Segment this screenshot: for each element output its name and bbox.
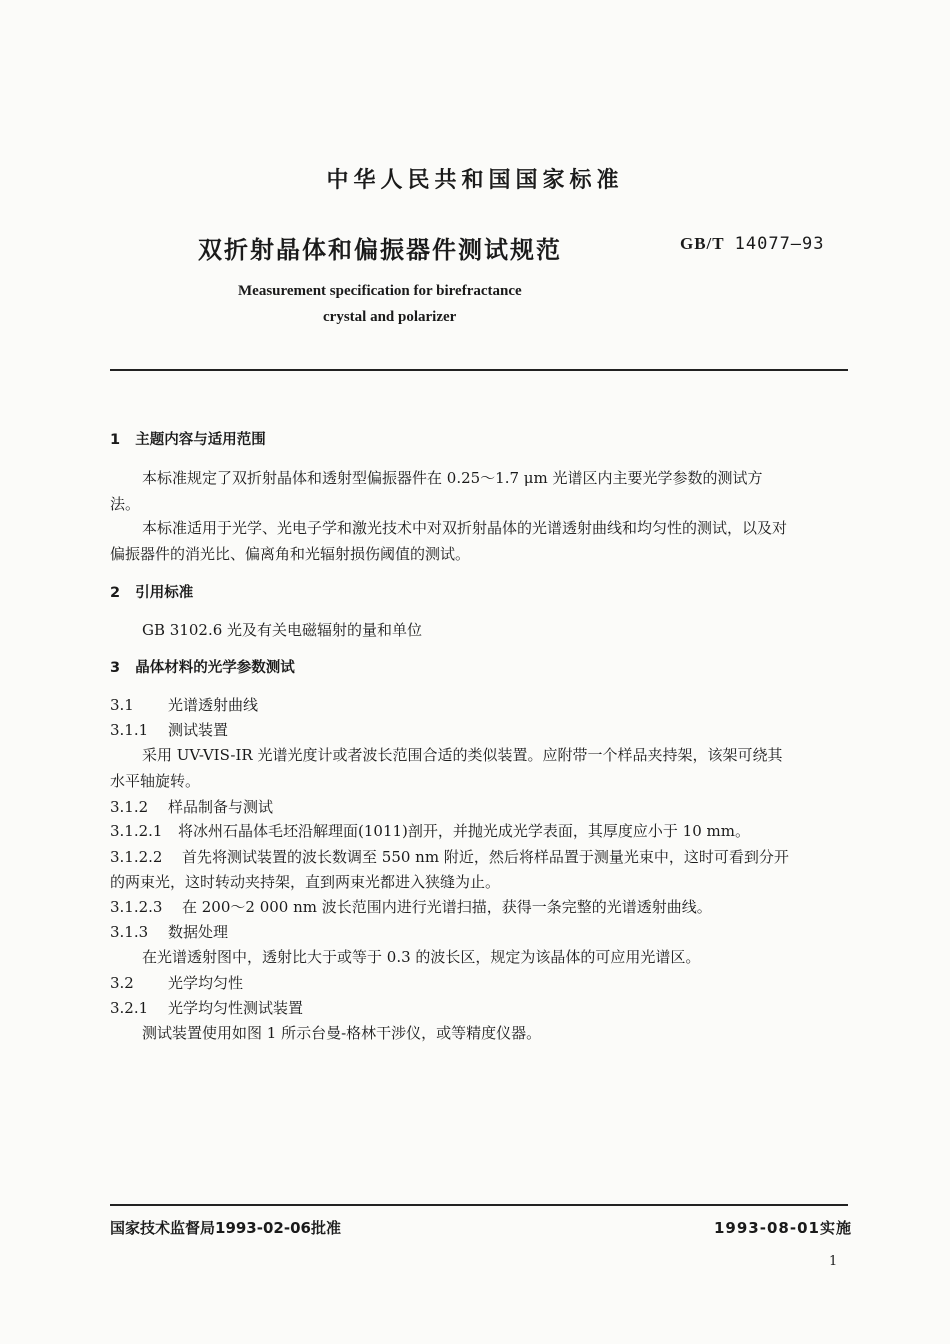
- clause-number: 3.1.2.2: [110, 848, 163, 866]
- section-3-heading: [110, 658, 295, 678]
- subsection-number: 3.1.1: [110, 721, 149, 739]
- standard-code: [680, 234, 825, 254]
- english-title-line1: Measurement specification for birefractance: [238, 283, 522, 299]
- paragraph-line: 采用 UV-VIS-IR 光谱光度计或者波长范围合适的类似装置。应附带一个样品夹持架，该架可绕其: [142, 746, 783, 764]
- clause-number: 3.1.2.1: [110, 822, 163, 840]
- section-number: 3: [110, 660, 121, 676]
- subsection-number: 3.1.3: [110, 923, 149, 941]
- header-divider: [110, 369, 848, 371]
- subsection-title: 光学均匀性测试装置: [168, 999, 304, 1017]
- subsection-3-1-2: [110, 797, 273, 817]
- document-title: 双折射晶体和偏振器件测试规范: [198, 236, 562, 264]
- clause-number: 3.1.2.3: [110, 898, 163, 916]
- section-number: 2: [110, 585, 121, 601]
- section-2-heading: [110, 583, 193, 603]
- national-standard-heading: 中华人民共和国国家标准: [326, 168, 624, 193]
- paragraph-line: 的两束光，这时转动夹持架，直到两束光都进入狭缝为止。: [110, 873, 501, 891]
- subsection-title: 测试装置: [168, 721, 229, 739]
- approval-date: 国家技术监督局1993-02-06批准: [110, 1219, 341, 1237]
- paragraph-line: 水平轴旋转。: [110, 772, 201, 790]
- paragraph-line: 偏振器件的消光比、偏离角和光辐射损伤阈值的测试。: [110, 545, 471, 563]
- subsection-number: 3.1: [110, 696, 134, 714]
- code-prefix: GB/T: [680, 234, 725, 253]
- section-1-heading: [110, 430, 266, 450]
- paragraph-line: 本标准适用于光学、光电子学和激光技术中对双折射晶体的光谱透射曲线和均匀性的测试，以及对: [142, 519, 788, 537]
- subsection-3-2-1: [110, 998, 303, 1018]
- subsection-number: 3.2: [110, 974, 134, 992]
- subsection-3-2: [110, 973, 243, 993]
- implementation-date: 1993-08-01实施: [714, 1219, 852, 1237]
- subsection-title: 光谱透射曲线: [168, 696, 259, 714]
- clause-text: 首先将测试装置的波长数调至 550 nm 附近，然后将样品置于测量光束中，这时可看到分开: [182, 848, 789, 866]
- section-title: 晶体材料的光学参数测试: [135, 660, 295, 676]
- page-number: 1: [829, 1254, 838, 1269]
- paragraph-line: 法。: [110, 495, 141, 513]
- paragraph-line: 在光谱透射图中，透射比大于或等于 0.3 的波长区，规定为该晶体的可应用光谱区。: [142, 948, 701, 966]
- subsection-title: 数据处理: [168, 923, 229, 941]
- clause-3-1-2-3: [110, 897, 712, 917]
- subsection-3-1-1: [110, 720, 228, 740]
- clause-3-1-2-1: [110, 821, 750, 841]
- referenced-standard: GB 3102.6 光及有关电磁辐射的量和单位: [142, 621, 423, 639]
- code-number: 14077—93: [734, 234, 825, 254]
- paragraph-line: 测试装置使用如图 1 所示台曼-格林干涉仪，或等精度仪器。: [142, 1024, 542, 1042]
- section-title: 主题内容与适用范围: [135, 432, 266, 448]
- paragraph-line: 本标准规定了双折射晶体和透射型偏振器件在 0.25～1.7 μm 光谱区内主要光学参数的测试方: [142, 469, 763, 487]
- section-number: 1: [110, 432, 121, 448]
- subsection-number: 3.2.1: [110, 999, 149, 1017]
- footer-divider: [110, 1204, 848, 1206]
- subsection-title: 光学均匀性: [168, 974, 244, 992]
- subsection-number: 3.1.2: [110, 798, 149, 816]
- section-title: 引用标准: [135, 585, 194, 601]
- subsection-3-1-3: [110, 922, 228, 942]
- clause-text: 将冰州石晶体毛坯沿解理面(1011)剖开，并抛光成光学表面，其厚度应小于 10 mm。: [178, 822, 750, 840]
- subsection-3-1: [110, 695, 258, 715]
- subsection-title: 样品制备与测试: [168, 798, 274, 816]
- clause-text: 在 200～2 000 nm 波长范围内进行光谱扫描，获得一条完整的光谱透射曲线。: [182, 898, 712, 916]
- english-title-line2: crystal and polarizer: [323, 309, 457, 325]
- clause-3-1-2-2: [110, 847, 789, 867]
